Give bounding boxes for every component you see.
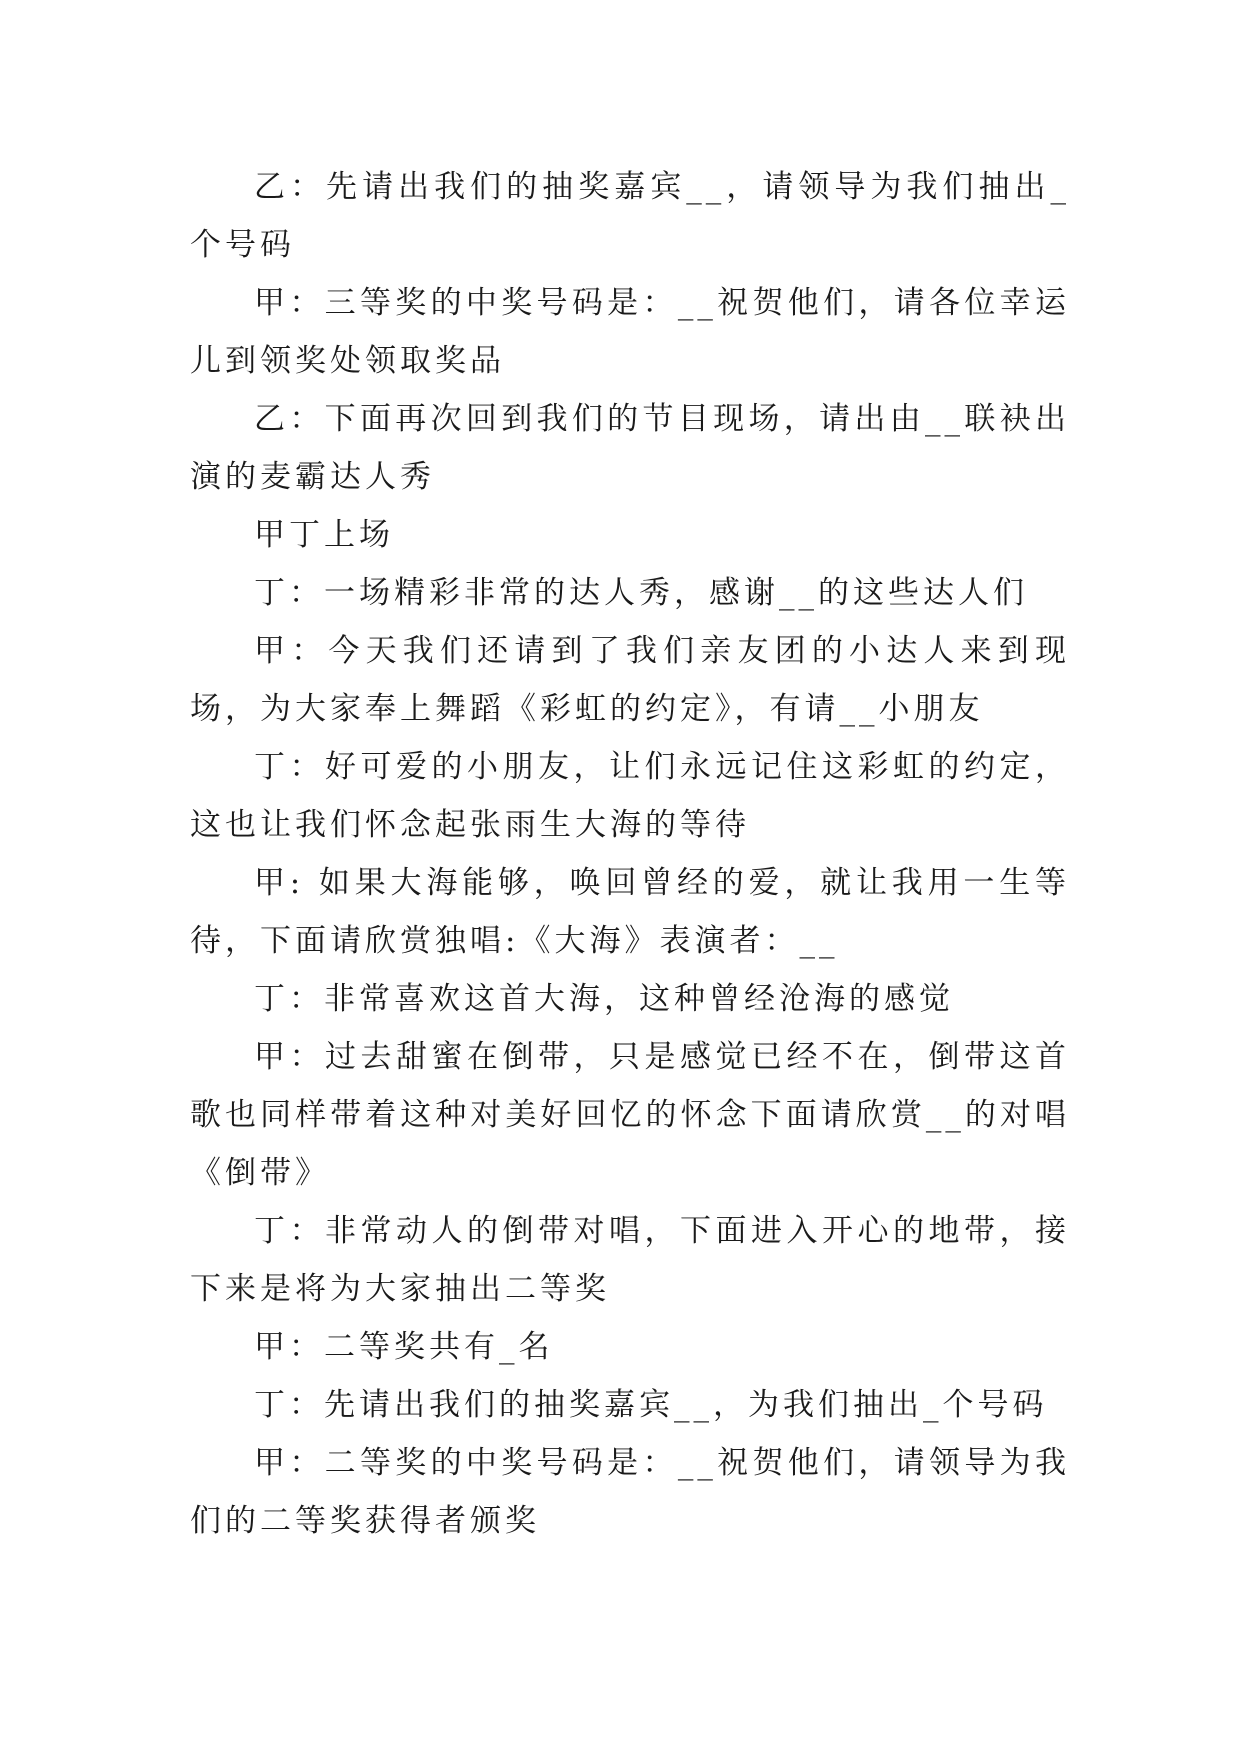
paragraph-9: 丁：非常喜欢这首大海，这种曾经沧海的感觉 xyxy=(254,981,954,1017)
paragraph-8: 甲: 如果大海能够，唤回曾经的爱，就让我用一生等待，下面请欣赏独唱:《大海》表演者：__ xyxy=(190,865,1070,959)
paragraph-10: 甲：过去甜蜜在倒带，只是感觉已经不在，倒带这首歌也同样带着这种对美好回忆的怀念下面请欣赏__的对唱《倒带》 xyxy=(190,1039,1070,1191)
paragraph-14: 甲：二等奖的中奖号码是：__祝贺他们，请领导为我们的二等奖获得者颁奖 xyxy=(190,1445,1070,1539)
paragraph-1: 乙：先请出我们的抽奖嘉宾__，请领导为我们抽出_个号码 xyxy=(190,169,1070,263)
paragraph-4: 甲丁上场 xyxy=(254,517,394,553)
paragraph-6: 甲：今天我们还请到了我们亲友团的小达人来到现场，为大家奉上舞蹈《彩虹的约定》，有请__小朋友 xyxy=(190,633,1070,727)
paragraph-7: 丁：好可爱的小朋友，让们永远记住这彩虹的约定，这也让我们怀念起张雨生大海的等待 xyxy=(190,749,1070,843)
paragraph-13: 丁：先请出我们的抽奖嘉宾__，为我们抽出_个号码 xyxy=(254,1387,1048,1423)
paragraph-5: 丁：一场精彩非常的达人秀，感谢__的这些达人们 xyxy=(254,575,1028,611)
paragraph-2: 甲：三等奖的中奖号码是：__祝贺他们，请各位幸运儿到领奖处领取奖品 xyxy=(190,285,1070,379)
paragraph-12: 甲：二等奖共有_名 xyxy=(254,1329,554,1365)
paragraph-11: 丁：非常动人的倒带对唱，下面进入开心的地带，接下来是将为大家抽出二等奖 xyxy=(190,1213,1070,1307)
paragraph-3: 乙：下面再次回到我们的节目现场，请出由__联袂出演的麦霸达人秀 xyxy=(190,401,1070,495)
document-body xyxy=(190,158,1070,1550)
